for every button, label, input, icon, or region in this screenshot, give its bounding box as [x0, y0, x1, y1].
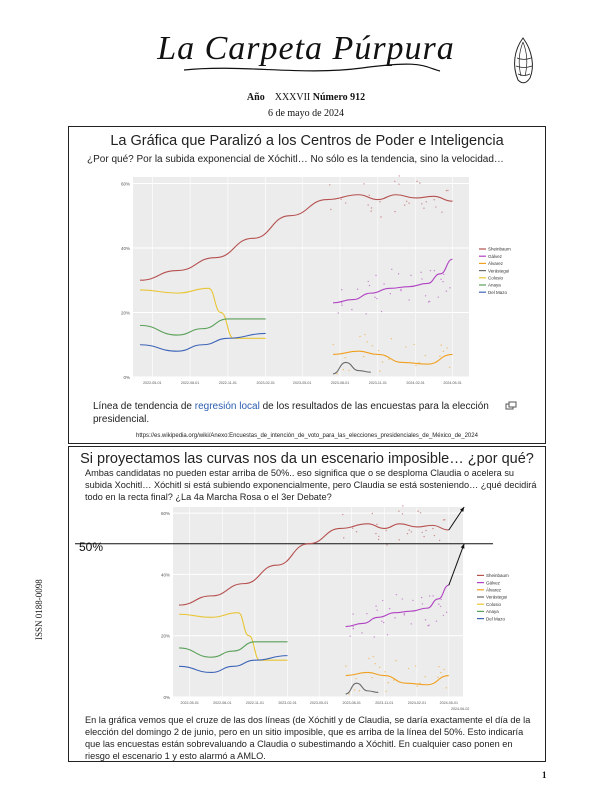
x-tick-label: 2023-02-01 — [278, 701, 297, 705]
poll-point — [398, 183, 399, 184]
legend-label: Del Mazo — [486, 616, 506, 622]
poll-point — [418, 362, 419, 363]
poll-point — [366, 613, 367, 614]
poll-point — [430, 270, 431, 271]
poll-point — [341, 302, 342, 303]
poll-point — [394, 617, 395, 618]
poll-point — [443, 519, 444, 520]
poll-point — [420, 512, 421, 513]
caption-text-pre: Línea de tendencia de — [93, 401, 195, 412]
poll-point — [379, 370, 380, 371]
poll-point — [439, 540, 440, 541]
panel-trend-chart — [68, 126, 546, 444]
poll-point — [349, 635, 350, 636]
legend-label: Álvarez — [486, 587, 502, 593]
poll-point — [379, 201, 380, 202]
poll-point — [368, 658, 369, 659]
poll-point — [345, 202, 346, 203]
poll-point — [410, 275, 411, 276]
poll-point — [439, 356, 440, 357]
poll-point — [385, 691, 386, 692]
poll-point — [389, 608, 390, 609]
poll-point — [372, 345, 373, 346]
poll-point — [374, 636, 375, 637]
poll-point — [348, 370, 349, 371]
poll-point — [363, 356, 364, 357]
poll-point — [343, 369, 344, 370]
poll-point — [378, 539, 379, 540]
legend-label: Anaya — [486, 609, 499, 615]
poll-point — [354, 689, 355, 690]
legend-label: Verástegui — [486, 594, 508, 600]
poll-point — [345, 665, 346, 666]
poll-point — [393, 679, 394, 680]
poll-point — [368, 281, 369, 282]
legend-label: Álvarez — [488, 261, 504, 267]
poll-point — [417, 511, 418, 512]
poll-point — [435, 206, 436, 207]
panel1-subhead: ¿Por qué? Por la subida exponencial de Xóchitl… No sólo es la tendencia, sino la velocidad… — [87, 154, 504, 165]
poll-point — [408, 299, 409, 300]
poll-point — [381, 621, 382, 622]
y-tick-label: 40% — [160, 572, 170, 578]
poll-point — [446, 190, 447, 191]
panel-projection-chart — [68, 446, 546, 762]
poll-point — [374, 663, 375, 664]
poll-point — [399, 175, 400, 176]
poll-point — [376, 298, 377, 299]
poll-point — [355, 678, 356, 679]
poll-point — [329, 184, 330, 185]
poll-point — [425, 530, 426, 531]
poll-point — [382, 600, 383, 601]
poll-point — [408, 203, 409, 204]
poll-point — [338, 312, 339, 313]
x-tick-label: 2023-05-01 — [309, 701, 329, 705]
poll-point — [345, 357, 346, 358]
poll-point — [413, 344, 414, 345]
poll-point — [394, 181, 395, 182]
poll-point — [437, 677, 438, 678]
panel2-intro: Ambas candidatas no pueden estar arriba de 50%.. eso significa que o se desploma Claudia o acelera su subida Xochitl… Xóchitl si está subiendo exponencialmente, pero Claudia se está sosteniendo… ¿qué decidirá todo en la recta final? ¿La 4a Marcha Rosa o el 3er Debate? — [85, 468, 537, 502]
poll-point — [383, 283, 384, 284]
poll-point — [357, 289, 358, 290]
poll-point — [440, 344, 441, 345]
poll-point — [359, 690, 360, 691]
publication-title: La Carpeta Púrpura — [157, 30, 455, 67]
poll-point — [378, 536, 379, 537]
poll-point — [404, 204, 405, 205]
legend-label: Colosio — [486, 601, 502, 607]
seashell-logo — [510, 36, 536, 86]
y-tick-label: 60% — [160, 511, 170, 517]
poll-point — [434, 535, 435, 536]
poll-point — [411, 623, 412, 624]
poll-point — [438, 666, 439, 667]
poll-point — [380, 216, 381, 217]
poll-point — [341, 304, 342, 305]
fifty-percent-label: 50% — [79, 539, 104, 554]
y-tick-label: 0% — [123, 375, 130, 380]
poll-point — [407, 533, 408, 534]
poll-point — [425, 355, 426, 356]
x-tick-label: 2023-11-01 — [368, 381, 387, 385]
poll-point — [352, 613, 353, 614]
poll-point — [373, 656, 374, 657]
poll-point — [382, 361, 383, 362]
poll-point — [374, 297, 375, 298]
poll-point — [404, 613, 405, 614]
poll-point — [432, 595, 433, 596]
poll-point — [412, 600, 413, 601]
legend-label: Verástegui — [488, 268, 510, 274]
poll-point — [420, 272, 421, 273]
poll-point — [398, 273, 399, 274]
poll-point — [447, 190, 448, 191]
poll-point — [369, 195, 370, 196]
poll-point — [384, 671, 385, 672]
poll-point — [428, 301, 429, 302]
poll-point — [416, 685, 417, 686]
poll-point — [416, 181, 417, 182]
poll-point — [349, 693, 350, 694]
poll-point — [376, 609, 377, 610]
poll-point — [402, 598, 403, 599]
masthead-flourish — [182, 62, 442, 76]
panel1-headline: La Gráfica que Paralizó a los Centros de Poder e Inteligencia — [110, 133, 504, 149]
poll-point — [391, 338, 392, 339]
poll-point — [391, 269, 392, 270]
x-tick-label: 2024-05-01 — [439, 701, 459, 705]
x-tick-label-election: 2024-06-02 — [450, 707, 470, 711]
issn-label: ISSN 0188-0098 — [34, 579, 44, 640]
poll-point — [365, 313, 366, 314]
poll-point — [432, 528, 433, 529]
legend-label: Gálvez — [488, 253, 503, 259]
poll-point — [375, 533, 376, 534]
poll-point — [396, 594, 397, 595]
caption-text-post: de los resultados de las encuestas para la elección presidencial. — [93, 401, 489, 425]
panel2-conclusion: En la gráfica vemos que el cruze de las dos líneas (de Xóchitl y de Claudia, se daría exactamente el día de la elección del domingo 2 de junio, pero en un sitio imposible, que es arriba de la línea del 50%. Esto indicaría que las encuestas están sobrevaluando a Claudia o subestimando a Xóchitl. En cualquier caso ponen en riesgo el escenario 1 y esto alarmó a AMLO. — [85, 715, 531, 761]
poll-point — [408, 668, 409, 669]
plot-background — [133, 177, 469, 377]
x-tick-label: 2024-02-01 — [407, 701, 427, 705]
issue-volume: XXXVII — [274, 92, 311, 103]
poll-point — [419, 683, 420, 684]
poll-point — [390, 293, 391, 294]
poll-point — [399, 539, 400, 540]
x-tick-label: 2022-11-01 — [218, 381, 237, 385]
legend-label: Gálvez — [486, 580, 501, 586]
legend-label: Del Mazo — [488, 289, 508, 295]
plot-background — [173, 507, 463, 697]
poll-point — [440, 599, 441, 600]
x-tick-label: 2023-08-01 — [342, 701, 361, 705]
poll-point — [443, 351, 444, 352]
copy-icon[interactable] — [505, 401, 517, 411]
poll-point — [442, 281, 443, 282]
poll-point — [422, 532, 423, 533]
panel1-caption — [93, 400, 513, 426]
poll-point — [438, 296, 439, 297]
poll-point — [361, 632, 362, 633]
poll-point — [406, 201, 407, 202]
poll-point — [383, 622, 384, 623]
y-tick-label: 20% — [120, 310, 130, 316]
poll-point — [402, 513, 403, 514]
poll-point — [446, 290, 447, 291]
poll-point — [446, 612, 447, 613]
poll-point — [388, 358, 389, 359]
poll-point — [425, 676, 426, 677]
poll-point — [351, 309, 352, 310]
poll-point — [343, 537, 344, 538]
regresion-local-link[interactable]: regresión local — [194, 401, 260, 412]
poll-point — [330, 209, 331, 210]
legend-label: Sheinbaum — [486, 573, 509, 579]
bottom-rule — [68, 761, 546, 762]
poll-point — [411, 531, 412, 532]
poll-point — [372, 513, 373, 514]
poll-point — [356, 531, 357, 532]
poll-point — [438, 604, 439, 605]
x-tick-label: 2022-11-01 — [245, 701, 264, 705]
poll-point — [441, 212, 442, 213]
poll-point — [363, 183, 364, 184]
poll-point — [367, 204, 368, 205]
page-number: 1 — [542, 770, 547, 780]
poll-point — [341, 289, 342, 290]
x-tick-label: 2024-05-01 — [443, 381, 462, 385]
poll-point — [415, 365, 416, 366]
poll-point — [371, 677, 372, 678]
poll-point — [352, 528, 353, 529]
poll-point — [440, 279, 441, 280]
panel2-headline: Si proyectamos las curvas nos da un escenario imposible… ¿por qué? — [80, 451, 534, 467]
poll-point — [429, 595, 430, 596]
poll-point — [386, 544, 387, 545]
poll-point — [440, 672, 441, 673]
x-tick-label: 2022-08-01 — [180, 381, 200, 385]
poll-point — [415, 665, 416, 666]
poll-point — [402, 505, 403, 506]
poll-point — [371, 207, 372, 208]
poll-point — [375, 606, 376, 607]
y-tick-label: 0% — [163, 695, 170, 700]
x-tick-label: 2022-08-01 — [213, 701, 232, 705]
x-tick-label: 2023-08-01 — [330, 381, 350, 385]
poll-point — [342, 514, 343, 515]
poll-point — [369, 285, 370, 286]
poll-point — [370, 210, 371, 211]
poll-point — [352, 626, 353, 627]
issue-number: Número 912 — [312, 92, 366, 103]
poll-point — [419, 182, 420, 183]
poll-point — [359, 336, 360, 337]
chart-polls-projection — [75, 503, 535, 715]
poll-point — [425, 619, 426, 620]
poll-point — [443, 615, 444, 616]
y-tick-label: 60% — [120, 181, 130, 187]
poll-point — [443, 274, 444, 275]
poll-point — [427, 625, 428, 626]
poll-point — [444, 519, 445, 520]
poll-point — [423, 207, 424, 208]
poll-point — [449, 287, 450, 288]
x-tick-label: 2023-11-01 — [375, 701, 394, 705]
poll-point — [385, 530, 386, 531]
poll-point — [337, 373, 338, 374]
chart-polls-trend — [87, 171, 527, 393]
x-tick-label: 2022-05-01 — [180, 701, 199, 705]
source-url[interactable]: https://es.wikipedia.org/wiki/Anexo:Encuestas_de_intención_de_voto_para_las_elecciones_presidenciales_de_México_de_2024 — [136, 433, 478, 439]
poll-point — [379, 667, 380, 668]
poll-point — [340, 199, 341, 200]
issue-date: 6 de mayo de 2024 — [267, 108, 345, 119]
poll-point — [449, 367, 450, 368]
issue-line — [0, 92, 612, 103]
legend-label: Anaya — [488, 282, 501, 288]
poll-point — [444, 669, 445, 670]
x-tick-label: 2023-02-01 — [256, 381, 275, 385]
poll-point — [421, 203, 422, 204]
x-tick-label: 2024-02-01 — [406, 381, 425, 385]
poll-point — [421, 597, 422, 598]
poll-point — [422, 603, 423, 604]
poll-point — [367, 341, 368, 342]
poll-point — [426, 201, 427, 202]
poll-point — [425, 295, 426, 296]
poll-point — [421, 278, 422, 279]
poll-point — [388, 682, 389, 683]
poll-point — [440, 606, 441, 607]
poll-point — [376, 524, 377, 525]
poll-point — [381, 311, 382, 312]
x-tick-label: 2023-05-01 — [293, 381, 312, 385]
poll-point — [436, 620, 437, 621]
poll-point — [333, 344, 334, 345]
x-tick-label: 2022-05-01 — [143, 381, 162, 385]
y-tick-label: 20% — [160, 633, 170, 639]
poll-point — [423, 536, 424, 537]
poll-point — [395, 660, 396, 661]
poll-point — [353, 628, 354, 629]
poll-point — [378, 350, 379, 351]
poll-point — [405, 346, 406, 347]
poll-point — [433, 199, 434, 200]
legend-label: Sheinbaum — [488, 246, 511, 252]
poll-point — [409, 529, 410, 530]
poll-point — [387, 634, 388, 635]
poll-point — [400, 289, 401, 290]
poll-point — [434, 270, 435, 271]
issue-year-label: Año — [246, 92, 265, 103]
poll-point — [375, 275, 376, 276]
poll-point — [394, 211, 395, 212]
legend-label: Colosio — [488, 275, 504, 281]
y-tick-label: 40% — [120, 245, 130, 251]
poll-point — [447, 347, 448, 348]
poll-point — [446, 687, 447, 688]
poll-point — [364, 334, 365, 335]
poll-point — [398, 510, 399, 511]
